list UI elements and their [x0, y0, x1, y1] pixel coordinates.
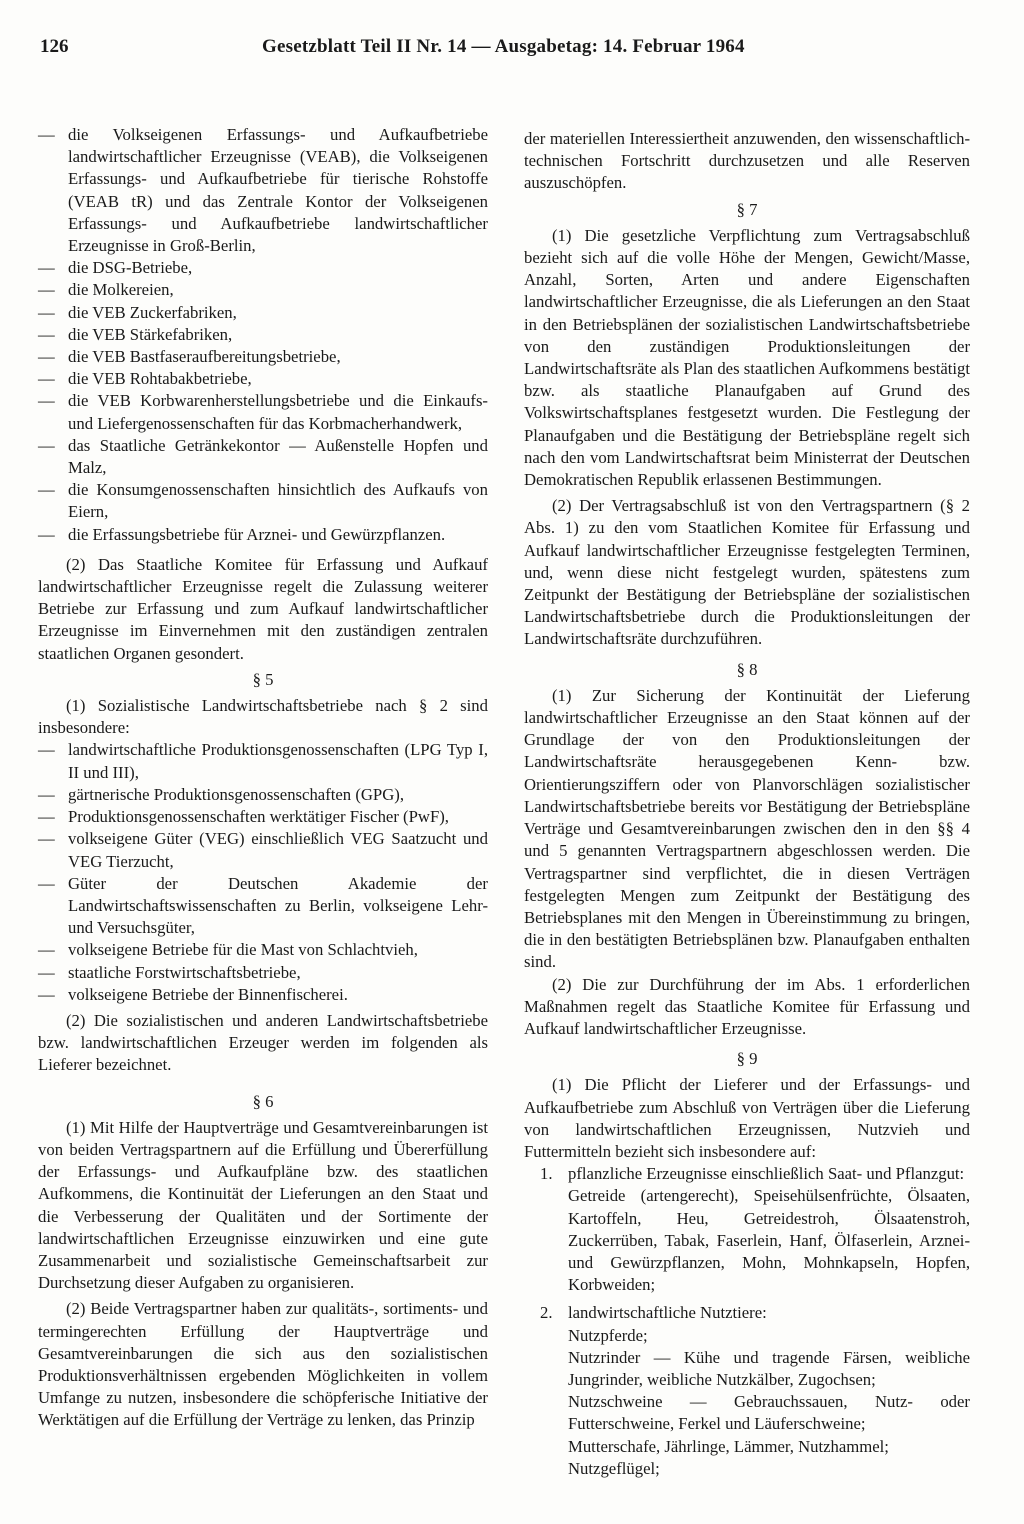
list-item — [38, 346, 488, 368]
list-item-text: Produktionsgenossenschaften werktätiger Fischer (PwF), — [68, 807, 449, 827]
paragraph-5-1: (1) Sozialistische Landwirtschaftsbetriebe nach § 2 sind insbesondere: — [38, 696, 488, 738]
paragraph-6-1: (1) Mit Hilfe der Hauptverträge und Gesamtvereinbarungen ist von beiden Vertragspartnern auf die Erfüllung und Übererfüllung der Erfassungs- und Aufkaufpläne bzw. des staatlichen Aufkommens, die Kontinuität der Lieferungen an den Staat und die Verbesserung der Qualitäten und der Sortimente der landwirtschaftlichen Erzeugnisse einzuwirken und eine gute Zusammenarbeit und sozialistische Gemeinschaftsarbeit zur Durchsetzung dieser Aufgaben zu organisieren. — [38, 1117, 488, 1293]
dash-bullet: — — [38, 784, 55, 804]
list-item — [38, 784, 488, 806]
paragraph-8-2: (2) Die zur Durchführung der im Abs. 1 erforderlichen Maßnahmen regelt das Staatliche Komitee für Erfassung und Aufkauf landwirtschaftlicher Erzeugnisse. — [524, 974, 970, 1038]
dash-bullet: — — [38, 258, 55, 278]
livestock-line: Mutterschafe, Jährlinge, Lämmer, Nutzhammel; — [568, 1436, 889, 1456]
list-item — [38, 828, 488, 872]
list-item-text: die VEB Korbwarenherstellungsbetriebe und die Einkaufs- und Liefergenossenschaften für das Korbmacherhandwerk, — [68, 391, 488, 433]
list-item — [38, 984, 488, 1006]
paragraph-4-2: (2) Das Staatliche Komitee für Erfassung und Aufkauf landwirtschaftlicher Erzeugnisse regelt die Zulassung weiterer Betriebe zur Erfassung und zum Aufkauf landwirtschaftlicher Erzeugnisse im Einvernehmen mit den zuständigen zentralen staatlichen Organen gesondert. — [38, 554, 488, 663]
paragraph-7-2: (2) Der Vertragsabschluß ist von den Vertragspartnern (§ 2 Abs. 1) zu den vom Staatlichen Komitee für Erfassung und Aufkauf landwirtschaftlicher Erzeugnisse festgelegten Terminen, und, wenn diese nicht festgelegt wurden, spätestens zum Zeitpunkt der Bestätigung der Betriebspläne der sozialistischen Landwirtschaftsbetriebe durch die Produktionsleitungen der Landwirtschaftsräte durchzuführen. — [524, 496, 970, 649]
numbered-item-2 — [524, 1302, 970, 1324]
section-9-heading: § 9 — [736, 1049, 758, 1069]
dash-bullet: — — [38, 391, 55, 411]
list-item-text: die VEB Zuckerfabriken, — [68, 302, 237, 322]
item-number: 1. — [540, 1164, 553, 1184]
dash-bullet: — — [38, 962, 55, 982]
section-7-heading: § 7 — [736, 199, 758, 219]
item-1-text: Getreide (artengerecht), Speisehülsenfrüchte, Ölsaaten, Kartoffeln, Heu, Getreidestroh, Ölsaatenstroh, Zuckerrüben, Tabak, Faserlein, Hanf, Ölfaserlein, Arznei- und Gewürzpflanzen, Mohn, Mohnkapseln, Hopfen, Korbweiden; — [568, 1186, 970, 1295]
dash-bullet: — — [38, 829, 55, 849]
list-item-text: die Konsumgenossenschaften hinsichtlich des Aufkaufs von Eiern, — [68, 480, 488, 522]
paragraph-6-2: (2) Beide Vertragspartner haben zur qualitäts-, sortiments- und termingerechten Erfüllung der Hauptverträge und Gesamtvereinbarungen die sich aus den sozialistischen Produktionsverhältnissen ergebenden Möglichkeiten in vollem Umfange zu nutzen, insbesondere die schöpferische Initiative der Werktätigen auf die Erfüllung der Verträge zu lenken, das Prinzip — [38, 1299, 488, 1430]
list-item — [38, 479, 488, 523]
paragraph-5-2: (2) Die sozialistischen und anderen Landwirtschaftsbetriebe bzw. landwirtschaftlichen Erzeuger werden im folgenden als Lieferer bezeichnet. — [38, 1010, 488, 1075]
page-header — [40, 36, 980, 66]
gazette-title: Gesetzblatt Teil II Nr. 14 — Ausgabetag: 14. Februar 1964 — [262, 36, 745, 57]
list-item-text: staatliche Forstwirtschaftsbetriebe, — [68, 962, 301, 982]
item-number: 2. — [540, 1303, 553, 1323]
list-item — [38, 939, 488, 961]
list-item-text: gärtnerische Produktionsgenossenschaften (GPG), — [68, 784, 404, 804]
dash-bullet: — — [38, 807, 55, 827]
dash-bullet: — — [38, 524, 55, 544]
enterprise-list — [38, 124, 488, 546]
list-item-text: die VEB Bastfaseraufbereitungsbetriebe, — [68, 347, 341, 367]
list-item-text: die VEB Stärkefabriken, — [68, 324, 233, 344]
farm-enterprise-list — [38, 739, 488, 1005]
list-item-text: die Volkseigenen Erfassungs- und Aufkaufbetriebe landwirtschaftlicher Erzeugnisse (VEAB), die Volkseigenen Erfassungs- und Aufkaufbetriebe für tierische Rohstoffe (VEAB tR) und das Zentrale Kontor der Volkseigenen Erfassungs- und Aufkaufbetriebe landwirtschaftlicher Erzeugnisse in Groß-Berlin, — [68, 125, 488, 256]
dash-bullet: — — [38, 740, 55, 760]
livestock-line: Nutzgeflügel; — [568, 1458, 660, 1478]
dash-bullet: — — [38, 369, 55, 389]
dash-bullet: — — [38, 435, 55, 455]
list-item-text: Güter der Deutschen Akademie der Landwirtschaftswissenschaften zu Berlin, volkseigene Lehr- und Versuchsgüter, — [68, 873, 488, 938]
paragraph-6-2-continued: der materiellen Interessiertheit anzuwenden, den wissenschaftlich-technischen Fortschritt durchzusetzen und alle Reserven auszuschöpfen. — [524, 129, 970, 193]
dash-bullet: — — [38, 873, 55, 893]
list-item — [38, 257, 488, 279]
paragraph-8-1: (1) Zur Sicherung der Kontinuität der Lieferung landwirtschaftlicher Erzeugnisse an den Staat können auf der Grundlage der von den Produktionsleitungen der Landwirtschaftsräte herausgegebenen Kenn- bzw. Orientierungsziffern oder von Planvorschlägen sozialistischer Landwirtschaftsbetriebe bereits vor Bestätigung der Betriebspläne Verträge und Gesamtvereinbarungen zwischen den in den §§ 4 und 5 genannten Vertragspartnern abgeschlossen werden. Die Vertragspartner sind verpflichtet, die in diesen Verträgen festgelegten Mengen zum Zeitpunkt der Bestätigung des Betriebsplanes mit den Mengen in Übereinstimmung zu bringen, die in den bestätigten Betriebsplänen bzw. Planaufgaben enthalten sind. — [524, 685, 970, 972]
item-2-body — [524, 1325, 970, 1480]
list-item-text: die DSG-Betriebe, — [68, 258, 193, 278]
dash-bullet: — — [38, 125, 55, 144]
list-item — [38, 524, 488, 546]
list-item-text: volkseigene Güter (VEG) einschließlich VEG Saatzucht und VEG Tierzucht, — [68, 829, 488, 871]
list-item — [38, 324, 488, 346]
item-heading: pflanzliche Erzeugnisse einschließlich Saat- und Pflanzgut: — [568, 1164, 965, 1184]
section-8-heading: § 8 — [736, 659, 758, 679]
page-number: 126 — [40, 36, 69, 57]
dash-bullet: — — [38, 480, 55, 500]
list-item — [38, 368, 488, 390]
list-item — [38, 279, 488, 301]
list-item-text: volkseigene Betriebe der Binnenfischerei. — [68, 984, 348, 1004]
left-column — [38, 124, 488, 1432]
list-item — [38, 739, 488, 783]
list-item — [38, 806, 488, 828]
list-item-text: das Staatliche Getränkekontor — Außenstelle Hopfen und Malz, — [68, 435, 488, 478]
list-item-text: die Erfassungsbetriebe für Arznei- und Gewürzpflanzen. — [68, 524, 446, 544]
numbered-item-1 — [524, 1163, 970, 1185]
list-item — [38, 124, 488, 257]
list-item-text: landwirtschaftliche Produktionsgenossenschaften (LPG Typ I, II und III), — [68, 740, 488, 782]
right-column — [524, 128, 970, 1480]
paragraph-9-1: (1) Die Pflicht der Lieferer und der Erfassungs- und Aufkaufbetriebe zum Abschluß von Verträgen über die Lieferung von landwirtschaftlichen Erzeugnissen, Nutzvieh und Futtermitteln bezieht sich insbesondere auf: — [524, 1075, 970, 1161]
list-item — [38, 873, 488, 940]
livestock-line: Nutzpferde; — [568, 1325, 648, 1345]
section-6-heading: § 6 — [252, 1091, 274, 1111]
item-heading: landwirtschaftliche Nutztiere: — [568, 1303, 767, 1323]
dash-bullet: — — [38, 280, 55, 300]
list-item-text: die Molkereien, — [68, 280, 174, 300]
list-item — [38, 435, 488, 479]
list-item — [38, 390, 488, 434]
item-1-body — [524, 1185, 970, 1296]
section-5-heading: § 5 — [252, 669, 274, 689]
livestock-line: Nutzrinder — Kühe und tragende Färsen, weibliche Jungrinder, weibliche Nutzkälber, Zugochsen; — [568, 1347, 970, 1389]
dash-bullet: — — [38, 940, 55, 960]
livestock-line: Nutzschweine — Gebrauchssauen, Nutz- oder Futterschweine, Ferkel und Läuferschweine; — [568, 1392, 970, 1434]
dash-bullet: — — [38, 324, 55, 344]
dash-bullet: — — [38, 347, 55, 367]
dash-bullet: — — [38, 302, 55, 322]
paragraph-7-1: (1) Die gesetzliche Verpflichtung zum Vertragsabschluß bezieht sich auf die volle Höhe der Mengen, Gewicht/Masse, Anzahl, Sorten, Arten und andere Eigenschaften landwirtschaftlicher Erzeugnisse, die als Lieferungen an den Staat in den Betriebsplänen der sozialistischen Landwirtschaftsbetriebe von den zuständigen Produktionsleitungen der Landwirtschaftsräte als Plan des staatlichen Aufkommens bestätigt bzw. als staatliche Planaufgaben auf Grund des Volkswirtschaftsplanes festgesetzt wurden. Die Festlegung der Planaufgaben und die Bestätigung der Betriebspläne regelt sich nach den vom Landwirtschaftsrat beim Ministerrat der Deutschen Demokratischen Republik erlassenen Bestimmungen. — [524, 225, 970, 490]
list-item-text: volkseigene Betriebe für die Mast von Schlachtvieh, — [68, 940, 418, 960]
list-item — [38, 302, 488, 324]
dash-bullet: — — [38, 984, 55, 1004]
list-item-text: die VEB Rohtabakbetriebe, — [68, 369, 252, 389]
list-item — [38, 962, 488, 984]
